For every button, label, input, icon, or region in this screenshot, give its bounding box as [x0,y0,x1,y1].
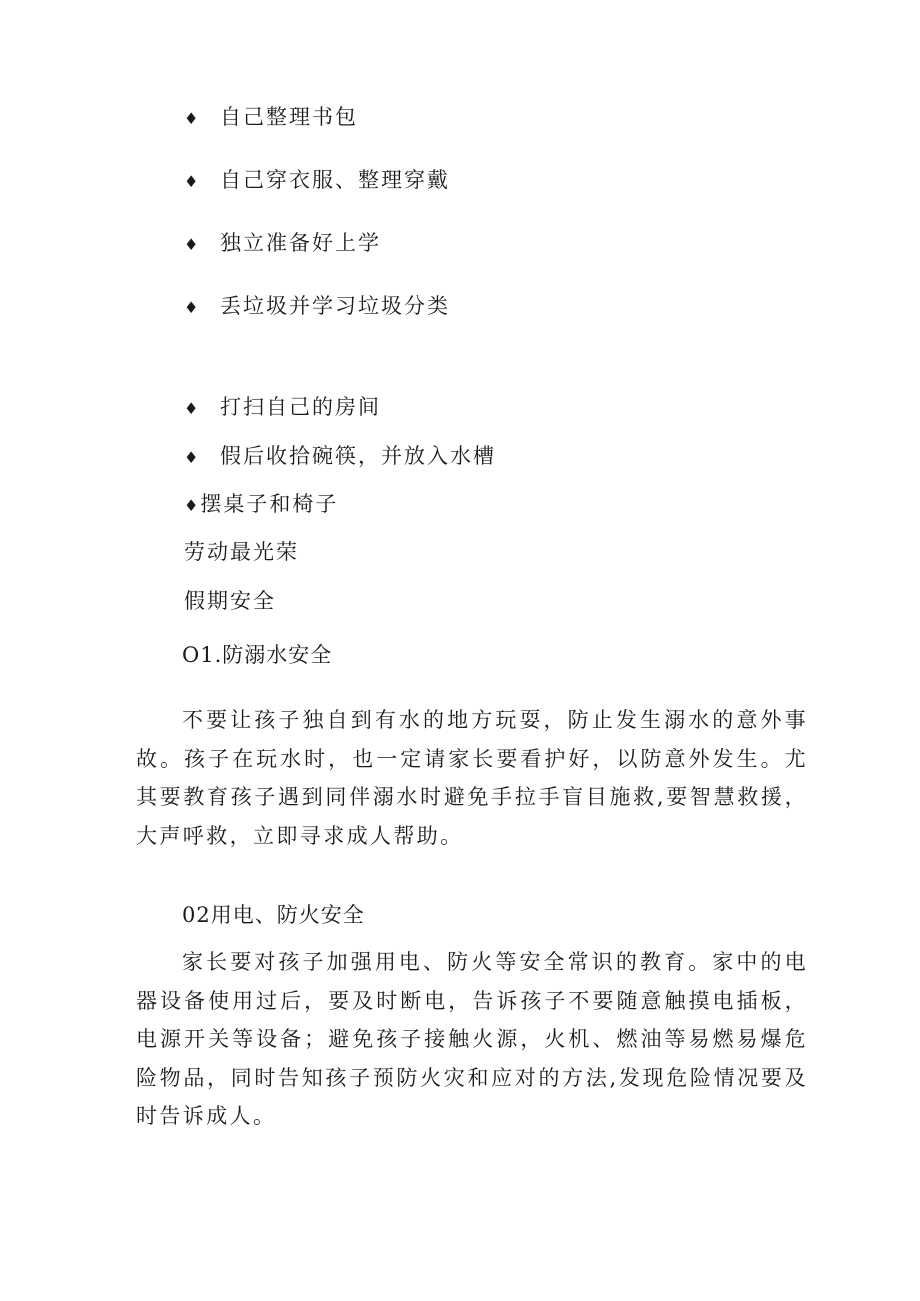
diamond-bullet-icon: ♦ [184,448,201,467]
list-item [184,442,496,472]
section-body: 家长要对孩子加强用电、防火等安全常识的教育。家中的电器设备使用过后，要及时断电，告诉孩子不要随意触摸电插板，电源开关等设备；避免孩子接触火源，火机、燃油等易燃易爆危险物品，同时告知孩子预防火灾和应对的方法,发现危险情况要及时告诉成人。 [136,950,808,1128]
diamond-bullet-icon: ♦ [184,399,201,418]
list-item [184,229,381,259]
diamond-bullet-icon: ♦ [184,109,201,128]
list-item [184,166,450,196]
list-item [184,292,450,322]
list-item-text: 自己穿衣服、整理穿戴 [220,168,450,192]
list-item [184,103,358,133]
list-item-text: 假后收拾碗筷，并放入水槽 [220,444,496,468]
list-item-text: 独立准备好上学 [220,231,381,255]
list-item-text: 摆桌子和椅子 [200,492,339,516]
diamond-bullet-icon: ♦ [184,172,201,191]
heading-safety: 假期安全 [184,589,276,613]
diamond-bullet-icon: ♦ [184,235,201,254]
list-item-text: 丢垃圾并学习垃圾分类 [220,294,450,318]
section-title: O1.防溺水安全 [182,643,333,667]
diamond-bullet-icon: ♦ [184,496,201,515]
list-item-text: 打扫自己的房间 [220,395,381,419]
section-title: 02用电、防火安全 [182,903,365,927]
list-item-text: 自己整理书包 [220,105,358,129]
section-body: 不要让孩子独自到有水的地方玩耍，防止发生溺水的意外事故。孩子在玩水时，也一定请家长要看护好，以防意外发生。尤其要教育孩子遇到同伴溺水时避免手拉手盲目施救,要智慧救援，大声呼救，立即寻求成人帮助。 [136,708,808,848]
list-item [184,393,381,423]
diamond-bullet-icon: ♦ [184,298,201,317]
heading-labor: 劳动最光荣 [184,540,299,564]
list-item [184,490,338,520]
